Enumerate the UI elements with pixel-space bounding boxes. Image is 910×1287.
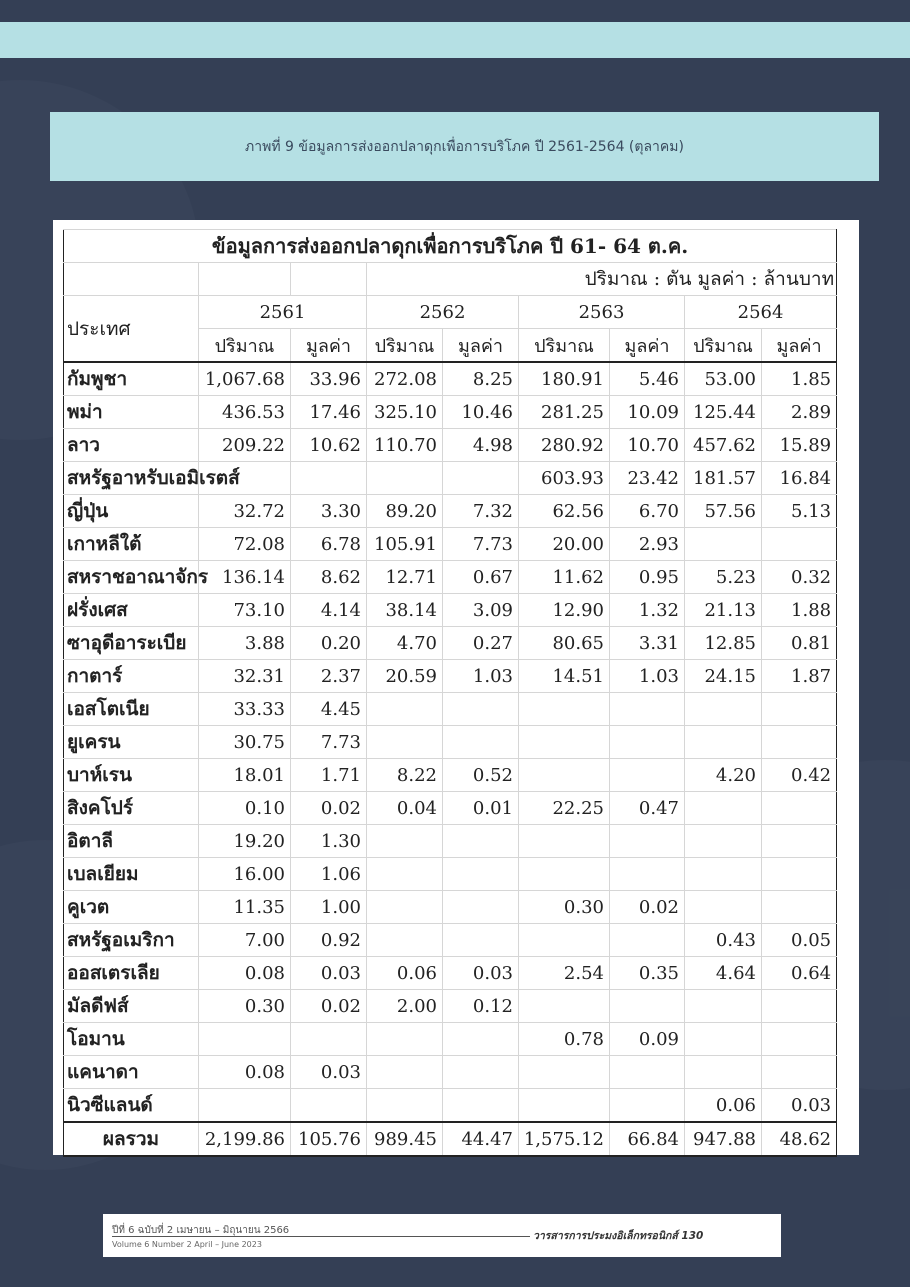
quantity-cell: 0.04 [367,792,443,825]
quantity-cell: 11.35 [199,891,291,924]
quantity-cell: 0.78 [519,1023,610,1056]
value-cell: 0.02 [291,990,367,1023]
quantity-cell: 0.06 [367,957,443,990]
quantity-cell: 11.62 [519,561,610,594]
value-cell [610,858,685,891]
value-cell [443,1089,519,1123]
value-cell: 0.47 [610,792,685,825]
quantity-cell: 1,067.68 [199,362,291,396]
issue-thai: ปีที่ 6 ฉบับที่ 2 เมษายน – มิถุนายน 2566 [112,1225,290,1236]
page-number: 130 [681,1230,704,1242]
quantity-cell: 12.85 [685,627,762,660]
value-cell: 5.13 [762,495,837,528]
value-cell: 1.85 [762,362,837,396]
figure-caption-box [50,112,879,181]
country-cell: พม่า [64,396,199,429]
quantity-cell: 14.51 [519,660,610,693]
table-row [64,561,837,594]
total-row [64,1122,837,1156]
value-cell [610,825,685,858]
quantity-cell [367,1023,443,1056]
issue-english: Volume 6 Number 2 April – June 2023 [112,1240,262,1249]
value-cell: 0.03 [762,1089,837,1123]
quantity-cell: 436.53 [199,396,291,429]
quantity-cell: 32.72 [199,495,291,528]
value-cell [762,726,837,759]
quantity-cell: 181.57 [685,462,762,495]
value-cell [762,1023,837,1056]
quantity-cell: 33.33 [199,693,291,726]
blank-cell [199,263,291,296]
value-cell: 0.27 [443,627,519,660]
country-header: ประเทศ [64,296,199,363]
value-cell: 7.73 [291,726,367,759]
value-cell [762,825,837,858]
value-cell [610,990,685,1023]
year-header: 2562 [367,296,519,329]
value-cell [610,693,685,726]
country-cell: ออสเตรเลีย [64,957,199,990]
value-cell [762,1056,837,1089]
quantity-cell: 16.00 [199,858,291,891]
top-banner [0,22,910,58]
quantity-cell: 5.23 [685,561,762,594]
quantity-header: ปริมาณ [519,329,610,363]
quantity-cell: 0.08 [199,1056,291,1089]
value-cell: 8.25 [443,362,519,396]
country-cell: ลาว [64,429,199,462]
value-cell: 0.42 [762,759,837,792]
country-cell: ฝรั่งเศส [64,594,199,627]
quantity-cell [367,1056,443,1089]
value-cell [291,1089,367,1123]
quantity-cell: 4.64 [685,957,762,990]
quantity-header: ปริมาณ [685,329,762,363]
value-cell [443,825,519,858]
total-label: ผลรวม [64,1122,199,1156]
value-cell [762,858,837,891]
country-cell: โอมาน [64,1023,199,1056]
table-row [64,495,837,528]
quantity-cell: 20.00 [519,528,610,561]
country-cell: แคนาดา [64,1056,199,1089]
value-cell [443,924,519,957]
value-cell: 10.70 [610,429,685,462]
value-cell: 0.92 [291,924,367,957]
table-row [64,362,837,396]
country-cell: อิตาลี [64,825,199,858]
value-cell: 8.62 [291,561,367,594]
export-data-table [63,229,837,1157]
total-cell: 1,575.12 [519,1122,610,1156]
country-cell: เอสโตเนีย [64,693,199,726]
quantity-cell: 72.08 [199,528,291,561]
value-cell [443,462,519,495]
value-cell: 23.42 [610,462,685,495]
value-cell: 0.95 [610,561,685,594]
country-cell: ยูเครน [64,726,199,759]
quantity-cell [199,1089,291,1123]
quantity-cell [519,825,610,858]
value-cell [610,1056,685,1089]
table-row [64,462,837,495]
value-cell [443,891,519,924]
quantity-cell [519,1056,610,1089]
value-cell: 0.20 [291,627,367,660]
table-row [64,726,837,759]
table-row [64,759,837,792]
quantity-cell: 281.25 [519,396,610,429]
table-row [64,693,837,726]
quantity-cell [685,726,762,759]
value-cell: 2.93 [610,528,685,561]
quantity-cell [367,693,443,726]
quantity-cell: 89.20 [367,495,443,528]
value-cell: 3.30 [291,495,367,528]
quantity-cell: 57.56 [685,495,762,528]
value-cell: 7.32 [443,495,519,528]
value-cell: 6.70 [610,495,685,528]
value-cell: 10.46 [443,396,519,429]
value-cell [291,462,367,495]
quantity-cell [367,462,443,495]
quantity-cell [685,825,762,858]
value-cell: 3.09 [443,594,519,627]
country-cell: สหราชอาณาจักร [64,561,199,594]
country-cell: สหรัฐอเมริกา [64,924,199,957]
country-cell: ซาอุดีอาระเบีย [64,627,199,660]
table-row [64,594,837,627]
quantity-cell: 105.91 [367,528,443,561]
value-cell: 0.64 [762,957,837,990]
quantity-cell: 2.54 [519,957,610,990]
value-header: มูลค่า [610,329,685,363]
footer-divider [112,1236,530,1237]
value-cell: 1.32 [610,594,685,627]
quantity-cell [367,891,443,924]
value-cell: 0.09 [610,1023,685,1056]
quantity-cell [685,1056,762,1089]
country-cell: นิวซีแลนด์ [64,1089,199,1123]
value-cell: 16.84 [762,462,837,495]
table-card [53,220,859,1155]
quantity-cell: 0.08 [199,957,291,990]
quantity-cell: 12.90 [519,594,610,627]
quantity-cell: 209.22 [199,429,291,462]
quantity-cell [685,693,762,726]
quantity-cell: 4.20 [685,759,762,792]
quantity-cell: 53.00 [685,362,762,396]
quantity-cell [519,1089,610,1123]
year-header: 2561 [199,296,367,329]
country-cell: เบลเยียม [64,858,199,891]
value-cell: 4.14 [291,594,367,627]
quantity-cell: 12.71 [367,561,443,594]
value-cell: 3.31 [610,627,685,660]
quantity-header: ปริมาณ [199,329,291,363]
country-cell: บาห์เรน [64,759,199,792]
journal-name [533,1227,703,1244]
value-cell: 4.98 [443,429,519,462]
value-header: มูลค่า [762,329,837,363]
country-cell: ญี่ปุ่น [64,495,199,528]
value-cell: 0.81 [762,627,837,660]
country-cell: กัมพูชา [64,362,199,396]
quantity-cell: 603.93 [519,462,610,495]
quantity-cell: 2.00 [367,990,443,1023]
quantity-cell [685,1023,762,1056]
value-cell: 10.09 [610,396,685,429]
table-row [64,858,837,891]
quantity-cell: 21.13 [685,594,762,627]
value-cell: 6.78 [291,528,367,561]
quantity-cell: 38.14 [367,594,443,627]
value-header: มูลค่า [291,329,367,363]
total-cell: 44.47 [443,1122,519,1156]
journal-title: วารสารการประมงอิเล็กทรอนิกส์ [533,1230,678,1242]
value-cell [762,891,837,924]
quantity-cell: 0.30 [519,891,610,924]
blank-cell [291,263,367,296]
value-cell: 0.03 [291,1056,367,1089]
total-cell: 947.88 [685,1122,762,1156]
value-header: มูลค่า [443,329,519,363]
quantity-cell [685,528,762,561]
value-cell: 0.12 [443,990,519,1023]
table-title: ข้อมูลการส่งออกปลาดุกเพื่อการบริโภค ปี 61- 64 ต.ค. [64,230,837,263]
year-header: 2564 [685,296,837,329]
quantity-cell: 0.43 [685,924,762,957]
blank-cell [64,263,199,296]
unit-note: ปริมาณ : ตัน มูลค่า : ล้านบาท [367,263,837,296]
quantity-cell: 73.10 [199,594,291,627]
quantity-cell [367,924,443,957]
quantity-cell: 3.88 [199,627,291,660]
country-cell: เกาหลีใต้ [64,528,199,561]
quantity-cell: 8.22 [367,759,443,792]
quantity-cell [685,858,762,891]
quantity-cell [519,924,610,957]
country-cell: กาตาร์ [64,660,199,693]
value-cell: 33.96 [291,362,367,396]
value-cell: 0.05 [762,924,837,957]
value-cell: 1.87 [762,660,837,693]
country-cell: สหรัฐอาหรับเอมิเรตส์ [64,462,199,495]
value-cell: 0.02 [291,792,367,825]
quantity-cell: 20.59 [367,660,443,693]
value-cell: 1.03 [610,660,685,693]
value-cell: 2.89 [762,396,837,429]
table-row [64,957,837,990]
year-header: 2563 [519,296,685,329]
quantity-cell [367,825,443,858]
quantity-cell: 457.62 [685,429,762,462]
quantity-cell [367,726,443,759]
value-cell [762,693,837,726]
quantity-cell: 4.70 [367,627,443,660]
page-footer [103,1214,781,1257]
quantity-cell [519,858,610,891]
total-cell: 48.62 [762,1122,837,1156]
table-row [64,660,837,693]
value-cell: 4.45 [291,693,367,726]
value-cell: 10.62 [291,429,367,462]
value-cell: 0.32 [762,561,837,594]
table-row [64,924,837,957]
value-cell: 0.03 [443,957,519,990]
quantity-cell: 325.10 [367,396,443,429]
table-row [64,891,837,924]
quantity-cell: 32.31 [199,660,291,693]
quantity-cell [685,990,762,1023]
figure-caption: ภาพที่ 9 ข้อมูลการส่งออกปลาดุกเพื่อการบริโภค ปี 2561-2564 (ตุลาคม) [245,138,684,155]
value-cell [291,1023,367,1056]
value-cell: 15.89 [762,429,837,462]
table-row [64,1023,837,1056]
quantity-cell: 0.06 [685,1089,762,1123]
value-cell: 17.46 [291,396,367,429]
total-cell: 66.84 [610,1122,685,1156]
quantity-cell: 125.44 [685,396,762,429]
quantity-cell [519,759,610,792]
table-row [64,1089,837,1123]
quantity-cell: 272.08 [367,362,443,396]
value-cell [762,792,837,825]
quantity-cell [367,858,443,891]
value-cell [610,759,685,792]
table-row [64,396,837,429]
value-cell: 0.03 [291,957,367,990]
quantity-header: ปริมาณ [367,329,443,363]
quantity-cell: 19.20 [199,825,291,858]
value-cell [443,1056,519,1089]
quantity-cell [367,1089,443,1123]
value-cell: 0.01 [443,792,519,825]
value-cell: 1.00 [291,891,367,924]
quantity-cell: 110.70 [367,429,443,462]
quantity-cell [519,990,610,1023]
total-cell: 2,199.86 [199,1122,291,1156]
quantity-cell [685,891,762,924]
quantity-cell: 0.10 [199,792,291,825]
quantity-cell: 280.92 [519,429,610,462]
quantity-cell: 0.30 [199,990,291,1023]
table-row [64,990,837,1023]
table-row [64,627,837,660]
value-cell: 1.03 [443,660,519,693]
value-cell [610,924,685,957]
value-cell: 0.67 [443,561,519,594]
quantity-cell: 180.91 [519,362,610,396]
value-cell [610,1089,685,1123]
quantity-cell: 18.01 [199,759,291,792]
value-cell: 7.73 [443,528,519,561]
value-cell: 2.37 [291,660,367,693]
table-row [64,1056,837,1089]
value-cell: 1.71 [291,759,367,792]
quantity-cell: 62.56 [519,495,610,528]
value-cell: 0.52 [443,759,519,792]
quantity-cell [685,792,762,825]
quantity-cell [519,726,610,759]
value-cell [443,693,519,726]
value-cell: 0.02 [610,891,685,924]
value-cell: 0.35 [610,957,685,990]
value-cell: 1.30 [291,825,367,858]
quantity-cell: 7.00 [199,924,291,957]
country-cell: คูเวต [64,891,199,924]
quantity-cell [519,693,610,726]
quantity-cell: 22.25 [519,792,610,825]
value-cell [443,726,519,759]
table-row [64,825,837,858]
value-cell [762,528,837,561]
table-row [64,792,837,825]
value-cell [762,990,837,1023]
quantity-cell: 24.15 [685,660,762,693]
value-cell [443,858,519,891]
quantity-cell: 80.65 [519,627,610,660]
value-cell [443,1023,519,1056]
quantity-cell: 136.14 [199,561,291,594]
country-cell: มัลดีฟส์ [64,990,199,1023]
table-row [64,528,837,561]
table-row [64,429,837,462]
value-cell: 5.46 [610,362,685,396]
value-cell: 1.88 [762,594,837,627]
value-cell [610,726,685,759]
total-cell: 989.45 [367,1122,443,1156]
total-cell: 105.76 [291,1122,367,1156]
value-cell: 1.06 [291,858,367,891]
quantity-cell [199,1023,291,1056]
quantity-cell: 30.75 [199,726,291,759]
country-cell: สิงคโปร์ [64,792,199,825]
